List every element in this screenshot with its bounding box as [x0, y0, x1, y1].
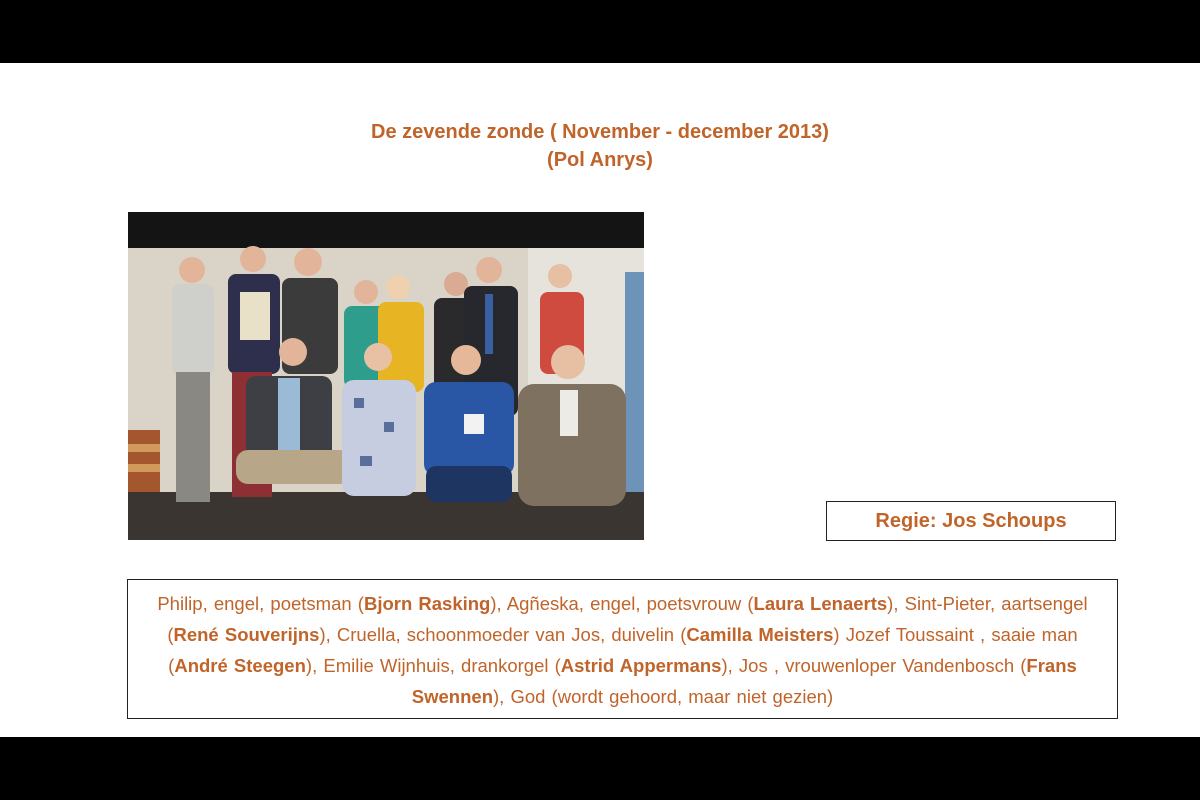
group-photo-image [128, 212, 644, 540]
director-label: Regie: Jos Schoups [875, 510, 1067, 532]
actor-name: Frans Swennen [411, 655, 1077, 707]
cast-entry: Philip, engel, poetsman (Bjorn Rasking), [157, 593, 507, 614]
actor-name: Bjorn Rasking [363, 593, 491, 614]
cast-entry: Jozef Toussaint , saaie man (André Steegen), [168, 624, 1078, 676]
actor-name: André Steegen [174, 655, 306, 676]
actor-name: Astrid Appermans [560, 655, 722, 676]
cast-entry: Jos , vrouwenloper Vandenbosch (Frans Swennen), [411, 655, 1077, 707]
cast-entry: Agñeska, engel, poetsvrouw (Laura Lenaerts), [506, 593, 905, 614]
actor-name: René Souverijns [173, 624, 320, 645]
cast-tail: God (wordt gehoord, maar niet gezien) [510, 686, 834, 707]
cast-entry: Cruella, schoonmoeder van Jos, duivelin (Camilla Meisters) [336, 624, 846, 645]
title-line-1: De zevende zonde ( November - december 2013) [371, 121, 829, 143]
cast-group-photo [128, 212, 644, 540]
director-box [826, 501, 1116, 541]
slide [0, 63, 1200, 737]
cast-list [127, 579, 1118, 719]
slide-title [0, 118, 1200, 174]
cast-entry: Emilie Wijnhuis, drankorgel (Astrid Appermans), [323, 655, 739, 676]
title-line-2: (Pol Anrys) [547, 149, 653, 171]
actor-name: Laura Lenaerts [753, 593, 888, 614]
actor-name: Camilla Meisters [686, 624, 834, 645]
cast-entry: Sint-Pieter, aartsengel (René Souverijns), [167, 593, 1088, 645]
